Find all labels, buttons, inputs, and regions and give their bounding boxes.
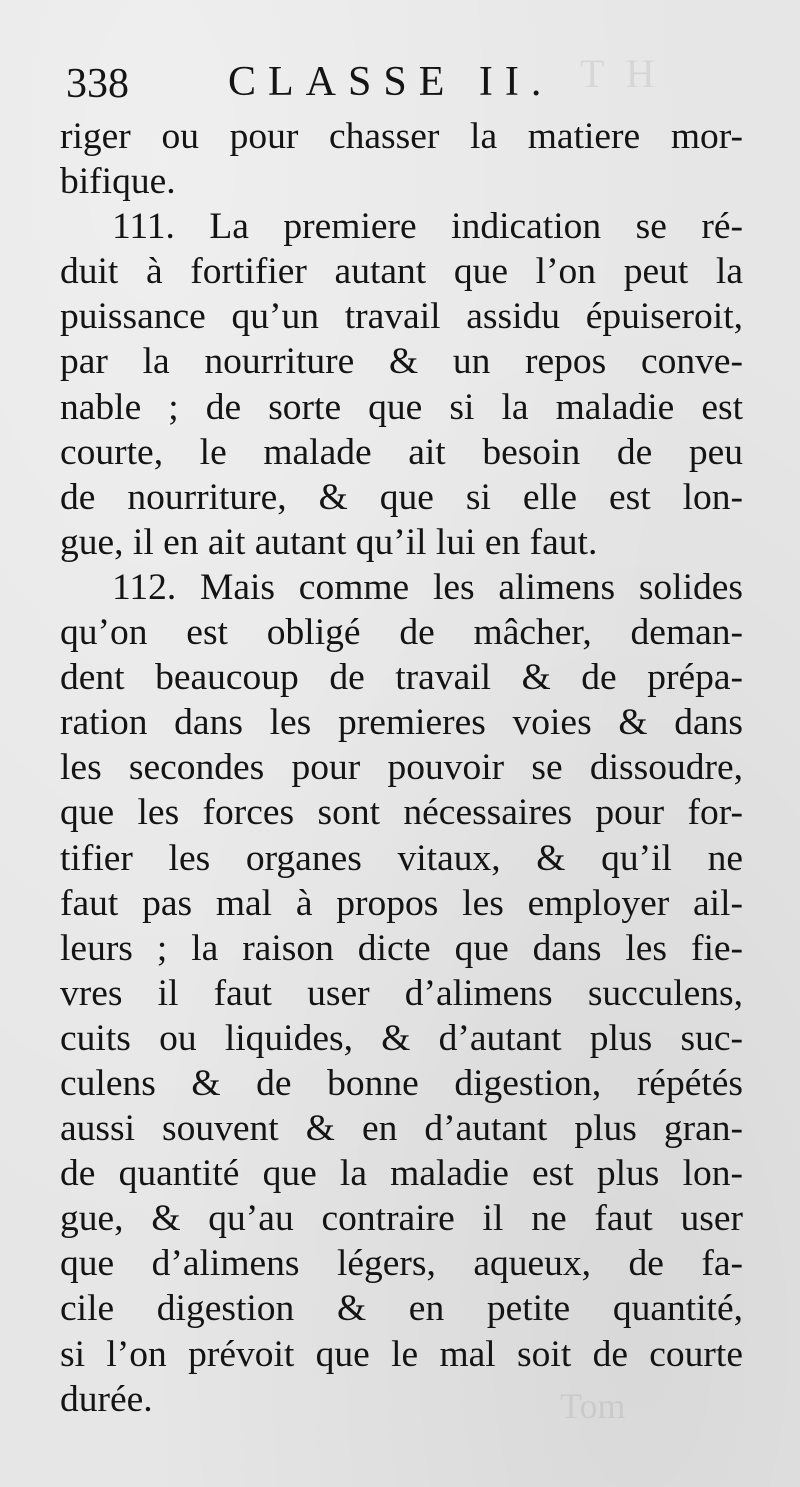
text-line: que les forces sont nécessaires pour for- [60,792,743,834]
text-line: cile digestion & en petite quantité, [60,1288,743,1330]
text-line: durée. [60,1378,153,1420]
text-line: duit à fortifier autant que l’on peut la [60,251,743,293]
text-line: de quantité que la maladie est plus lon- [60,1153,743,1195]
text-line: culens & de bonne digestion, répétés [60,1062,743,1104]
text-line: ration dans les premieres voies & dans [60,702,743,744]
paragraph-111-start: 111. La premiere indication se ré- [112,206,743,248]
text-line: qu’on est obligé de mâcher, deman- [60,612,743,654]
text-line: nable ; de sorte que si la maladie est [60,386,743,428]
text-line: gue, & qu’au contraire il ne faut user [60,1198,743,1240]
text-line: cuits ou liquides, & d’autant plus suc- [60,1017,743,1059]
text-line: si l’on prévoit que le mal soit de courte [60,1333,743,1375]
text-line: dent beaucoup de travail & de prépa- [60,657,743,699]
paragraph-112-start: 112. Mais comme les alimens solides [112,566,743,608]
text-line: leurs ; la raison dicte que dans les fie- [60,927,743,969]
show-through-ghost-top: T H [580,51,661,96]
show-through-ghost-bottom: Tom [560,1386,626,1426]
text-line: de nourriture, & que si elle est lon- [60,476,743,518]
text-line: gue, il en ait autant qu’il lui en faut. [60,521,598,563]
text-line: par la nourriture & un repos conve- [60,341,743,383]
body-text [60,114,743,1422]
text-line: courte, le malade ait besoin de peu [60,431,743,473]
text-line: riger ou pour chasser la matiere mor- [60,116,743,157]
text-line: faut pas mal à propos les employer ail- [60,882,743,924]
page-number: 338 [66,61,129,107]
text-line: les secondes pour pouvoir se dissoudre, [60,747,743,789]
chapter-title: CLASSE II. [228,59,554,105]
text-line: vres il faut user d’alimens succulens, [60,972,743,1014]
text-line: puissance qu’un travail assidu épuiseroit, [60,296,743,338]
text-line: aussi souvent & en d’autant plus gran- [60,1108,743,1150]
text-line: bifique. [60,161,176,203]
text-line: tifier les organes vitaux, & qu’il ne [60,837,743,879]
text-line: que d’alimens légers, aqueux, de fa- [60,1243,743,1285]
running-head [60,52,760,112]
